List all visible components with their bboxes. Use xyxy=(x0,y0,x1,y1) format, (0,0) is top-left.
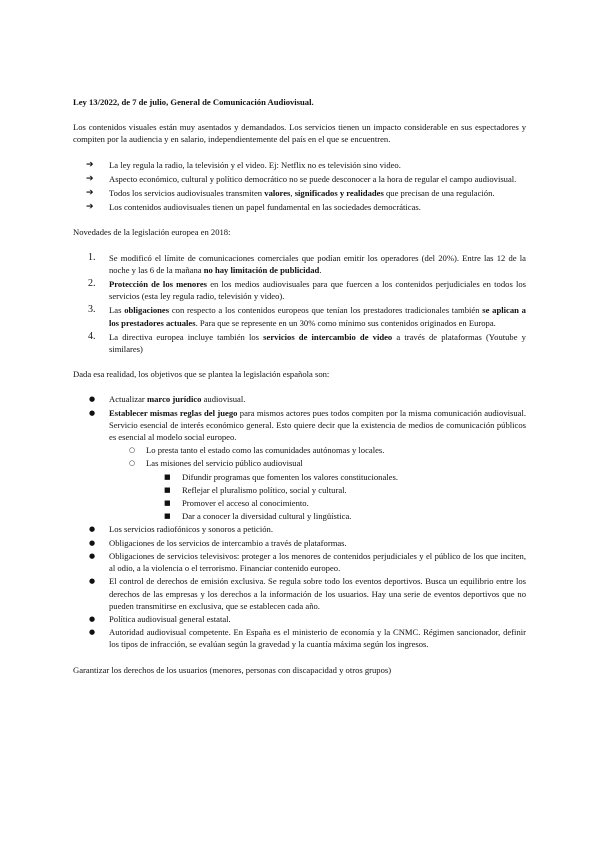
final-paragraph: Garantizar los derechos de los usuarios (menores, personas con discapacidad y otros grupos) xyxy=(73,664,392,675)
bullet-icon: ● xyxy=(89,577,96,586)
circle-bullet-icon: ○ xyxy=(129,459,136,468)
square-bullet-icon: ■ xyxy=(164,512,171,521)
list-item: ● Obligaciones de servicios televisivos: proteger a los menores de contenidos perjudiciales y el público de los que inciten, al odio, a la violencia o el terrorismo. Financiar contenido europeo. xyxy=(89,550,526,574)
square-bullet-icon: ■ xyxy=(164,499,171,508)
sub-sub-list xyxy=(73,471,526,523)
bullet-icon: ● xyxy=(89,551,96,560)
list-item: ➔ Todos los servicios audiovisuales transmiten valores, significados y realidades que precisan de una regulación. xyxy=(86,188,495,199)
list-item: ○ Lo presta tanto el estado como las comunidades autónomas y locales. xyxy=(129,445,385,456)
objetivos-list xyxy=(73,393,526,443)
intro-paragraph: Los contenidos visuales están muy asentados y demandados. Los servicios tienen un impacto considerable en sus espectadores y compiten por la audiencia y en salario, independientemente del país en el que se encuentren. xyxy=(73,122,526,145)
bullet-icon: ● xyxy=(89,408,96,417)
bullet-icon: ● xyxy=(89,614,96,623)
list-item: ■ Dar a conocer la diversidad cultural y lingüística. xyxy=(164,511,352,522)
bullet-icon: ● xyxy=(89,538,96,547)
list-item: 4. La directiva europea incluye también los servicios de intercambio de video a través de plataformas (Youtube y similares) xyxy=(88,330,526,355)
document-page xyxy=(73,96,526,676)
list-item: 3. Las obligaciones con respecto a los contenidos europeos que tenían los prestadores tradicionales también se aplican a los prestadores actuales. Para que se represente en un 30% como mínimo sus contenidos originados en Europa. xyxy=(88,304,526,328)
circle-bullet-icon: ○ xyxy=(129,446,136,455)
list-item: ➔ Aspecto económico, cultural y político democrático no se puede desconocer a la hora de regular el campo audiovisual. xyxy=(86,173,517,184)
list-item: ■ Promover el acceso al conocimiento. xyxy=(164,498,309,509)
list-item: ➔ La ley regula la radio, la televisión y el video. Ej: Netflix no es televisión sino video. xyxy=(86,159,401,170)
section-heading-objetivos: Dada esa realidad, los objetivos que se plantea la legislación española son: xyxy=(73,369,330,380)
list-item: ➔ Los contenidos audiovisuales tienen un papel fundamental en las sociedades democráticas. xyxy=(86,202,421,213)
objetivos-list-cont xyxy=(73,523,526,650)
bullet-icon: ● xyxy=(89,628,96,637)
list-item: ● Los servicios radiofónicos y sonoros a petición. xyxy=(89,524,273,535)
arrow-icon: ➔ xyxy=(86,173,94,184)
document-title: Ley 13/2022, de 7 de julio, General de Comunicación Audiovisual. xyxy=(73,97,314,107)
square-bullet-icon: ■ xyxy=(164,472,171,481)
list-item: ● Autoridad audiovisual competente. En España es el ministerio de economía y la CNMC. Régimen sancionador, definir los tipos de infracción, se evalúan según la gravedad y la cuantía máxima según los ingresos. xyxy=(89,627,526,650)
list-item: ● Política audiovisual general estatal. xyxy=(89,613,231,624)
list-item: ● Actualizar marco jurídico audiovisual. xyxy=(89,394,246,405)
list-item: ● Obligaciones de los servicios de intercambio a través de plataformas. xyxy=(89,537,347,548)
list-item: 2. Protección de los menores en los medios audiovisuales para que fuercen a los contenidos perjudiciales en todos los servicios (esta ley regula radio, televisión y video). xyxy=(88,278,526,302)
arrow-icon: ➔ xyxy=(86,188,94,199)
bullet-icon: ● xyxy=(89,525,96,534)
square-bullet-icon: ■ xyxy=(164,485,171,494)
section-heading-novedades: Novedades de la legislación europea en 2018: xyxy=(73,227,231,238)
arrow-list xyxy=(73,159,526,214)
novedades-list xyxy=(73,252,526,356)
list-item: ● Establecer mismas reglas del juego para mismos actores pues todos compiten por la misma comunicación audiovisual. Servicio esencial de interés económico general. Esto quiere decir que la existencia de medios de comunicación públicos es esencial al modelo social europeo. xyxy=(89,407,527,443)
arrow-icon: ➔ xyxy=(86,202,94,213)
list-item: ■ Difundir programas que fomenten los valores constitucionales. xyxy=(164,471,398,482)
list-item: 1. Se modificó el límite de comunicaciones comerciales que podían emitir los operadores (del 20%). Entre las 12 de la noche y las 6 de la mañana no hay limitación de publicidad. xyxy=(88,251,526,275)
list-item: ○ Las misiones del servicio público audiovisual xyxy=(129,458,303,469)
list-item: ● El control de derechos de emisión exclusiva. Se regula sobre todo los eventos deportivos. Busca un equilibrio entre los derechos de las empresas y los derechos a la información de los usuarios. Hay una serie de eventos deportivos que no pueden transmitirse en exclusiva, que se establecen cada año. xyxy=(89,576,526,611)
sub-list xyxy=(73,444,526,469)
arrow-icon: ➔ xyxy=(86,159,94,170)
list-item: ■ Reflejar el pluralismo político, social y cultural. xyxy=(164,484,347,495)
bullet-icon: ● xyxy=(89,395,96,404)
